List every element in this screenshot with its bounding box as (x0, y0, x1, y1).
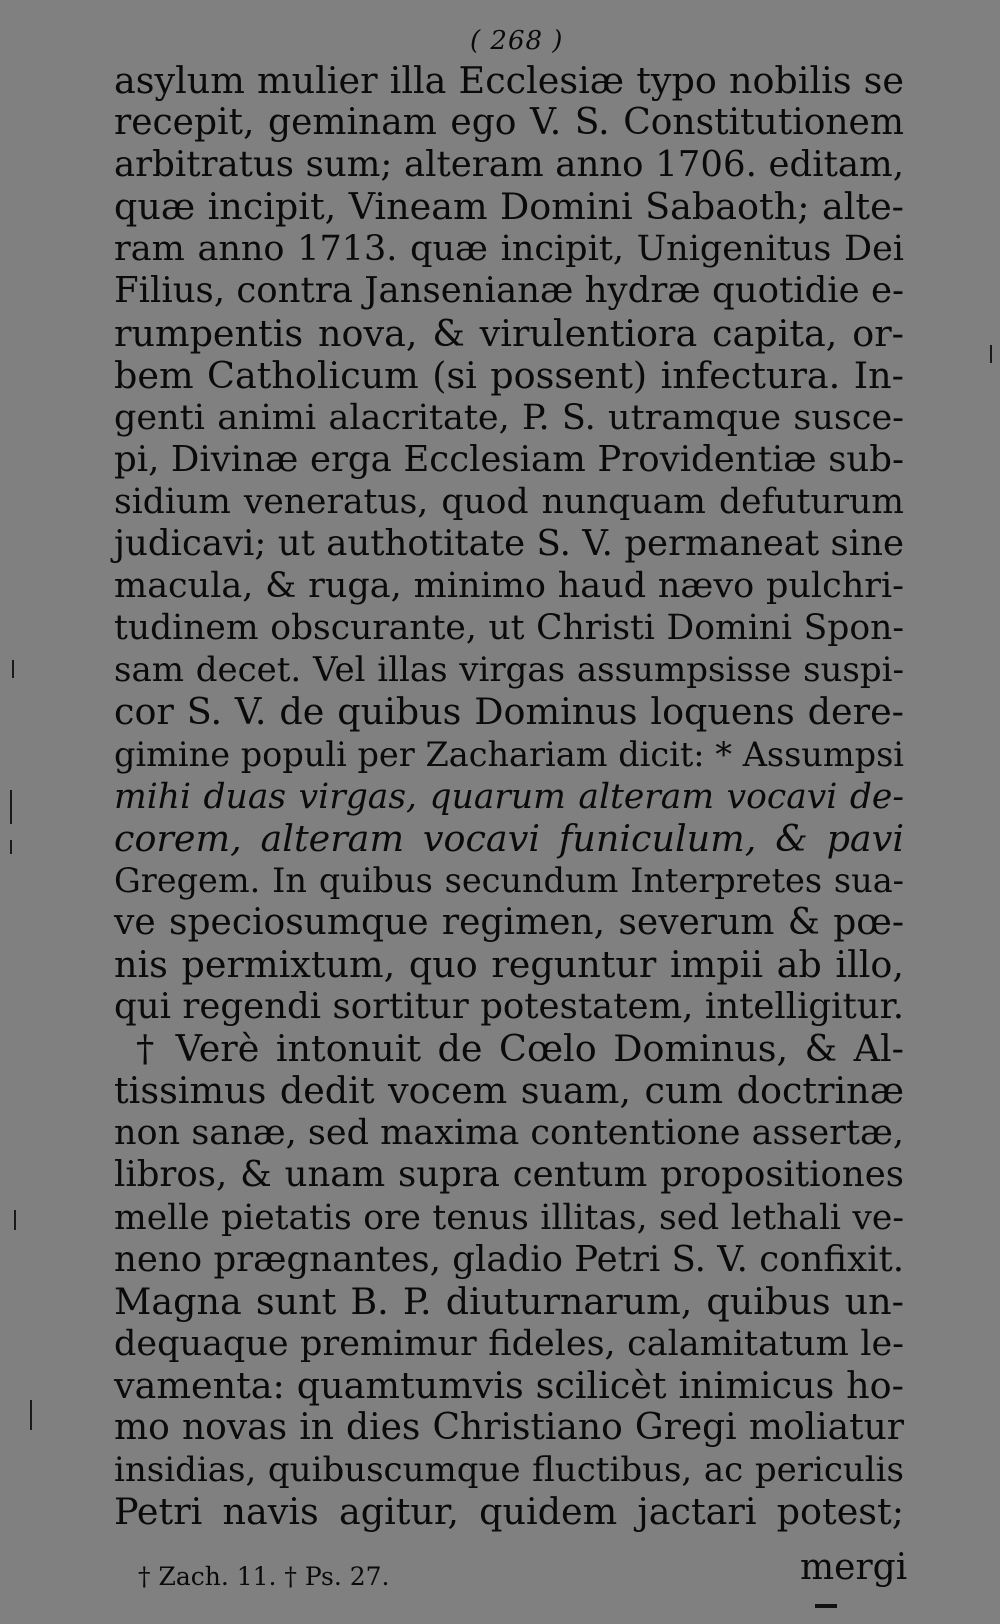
text-line: melle pietatis ore tenus illitas, sed lethali ve- (114, 1197, 904, 1238)
margin-speck (815, 1604, 837, 1608)
text-line: genti animi alacritate, P. S. utramque susce- (114, 397, 904, 438)
footnote: † Zach. 11. † Ps. 27. (138, 1562, 390, 1591)
text-line: bem Catholicum (si possent) infectura. In- (114, 353, 904, 397)
text-line: vamenta: quamtumvis scilicèt inimicus ho- (114, 1363, 904, 1407)
text-line: Gregem. In quibus secundum Interpretes sua- (114, 860, 904, 900)
text-line: cor S. V. de quibus Dominus loquens dere- (114, 690, 904, 734)
text-line: tissimus dedit vocem suam, cum doctrinæ (114, 1069, 904, 1113)
text-line: recepit, geminam ego V. S. Constitutionem (114, 102, 904, 144)
text-line: asylum mulier illa Ecclesiæ typo nobilis se (114, 59, 904, 102)
text-line: mihi duas virgas, quarum alteram vocavi de- (114, 776, 904, 817)
page-number: ( 268 ) (470, 26, 564, 56)
text-line: ram anno 1713. quæ incipit, Unigenitus Dei (114, 229, 904, 270)
text-line: judicavi; ut authotitate S. V. permaneat sine (114, 523, 904, 565)
text-line: quæ incipit, Vineam Domini Sabaoth; alte- (114, 185, 904, 229)
text-line: tudinem obscurante, ut Christi Domini Spon- (114, 608, 904, 649)
text-line: dequaque premimur fideles, calamitatum le- (114, 1323, 904, 1364)
text-line: sidium veneratus, quod nunquam defuturum (114, 481, 904, 522)
text-line: non sanæ, sed maxima contentione assertæ, (114, 1113, 904, 1154)
text-line: rumpentis nova, & virulentiora capita, or- (114, 311, 904, 355)
text-line: † Verè intonuit de Cœlo Dominus, & Al- (136, 1027, 904, 1071)
text-line: Petri navis agitur, quidem jactari potest; (114, 1490, 904, 1534)
text-line: gimine populi per Zachariam dicit: * Assumpsi (114, 734, 904, 774)
text-line: Filius, contra Jansenianæ hydræ quotidie e- (114, 270, 904, 312)
text-line: libros, & unam supra centum propositiones (114, 1154, 904, 1196)
text-line: arbitratus sum; alteram anno 1706. editam, (114, 144, 904, 186)
text-line: macula, & ruga, minimo haud nævo pulchri- (114, 566, 904, 607)
text-line: sam decet. Vel illas virgas assumpsisse suspi- (114, 650, 904, 691)
text-line: insidias, quibuscumque fluctibus, ac periculis (114, 1450, 904, 1491)
margin-speck (990, 345, 992, 363)
text-line: ve speciosumque regimen, severum & pœ- (114, 901, 904, 943)
catchword: mergi (800, 1547, 908, 1588)
margin-speck (10, 840, 12, 854)
body-text (114, 60, 904, 1533)
text-line: pi, Divinæ erga Ecclesiam Providentiæ sub- (114, 438, 904, 480)
text-line: neno prægnantes, gladio Petri S. V. confixit. (114, 1238, 904, 1280)
margin-speck (30, 1400, 32, 1430)
text-line: qui regendi sortitur potestatem, intelligitur. (114, 986, 904, 1028)
text-line: nis permixtum, quo reguntur impii ab illo, (114, 942, 904, 986)
text-line: mo novas in dies Christiano Gregi moliatur (114, 1407, 904, 1448)
margin-speck (12, 660, 14, 678)
margin-speck (14, 1210, 16, 1230)
text-line: corem, alteram vocavi funiculum, & pavi (114, 816, 904, 860)
text-line: Magna sunt B. P. diuturnarum, quibus un- (114, 1279, 904, 1323)
margin-speck (10, 790, 12, 824)
